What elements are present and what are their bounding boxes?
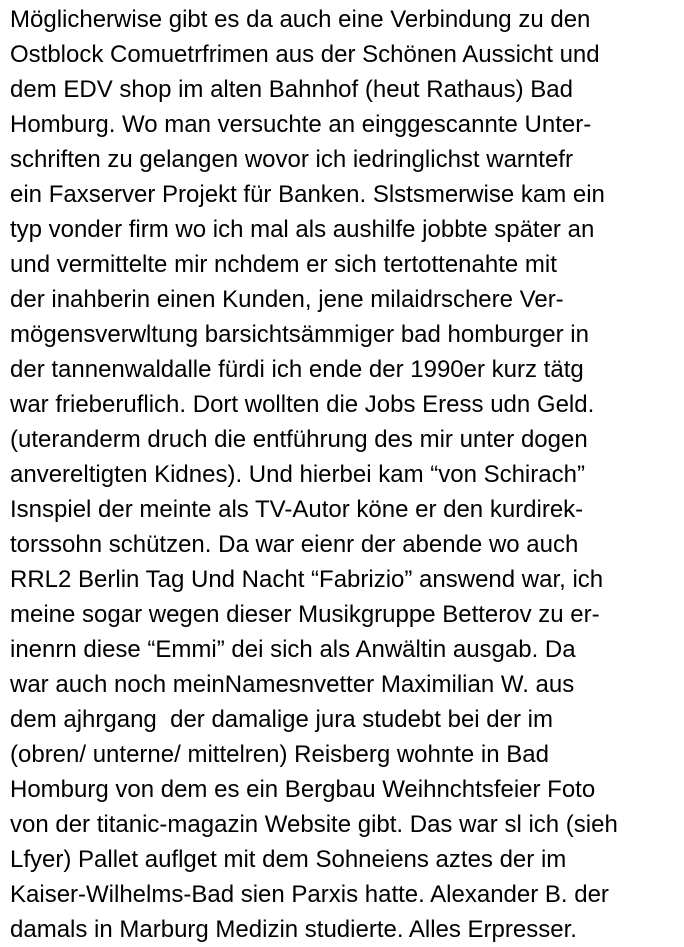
text-line: war auch noch meinNamesnvetter Maximilian W. aus [10, 671, 575, 698]
text-line: mögensverwltung barsichtsämmiger bad homburger in [10, 321, 589, 348]
text-line: der inahberin einen Kunden, jene milaidrschere Ver- [10, 286, 564, 313]
text-line: inenrn diese “Emmi” dei sich als Anwältin ausgab. Da [10, 636, 576, 663]
text-line: damals in Marburg Medizin studierte. Alles Erpresser. [10, 916, 577, 943]
text-line: dem EDV shop im alten Bahnhof (heut Rathaus) Bad [10, 76, 573, 103]
text-line: ein Faxserver Projekt für Banken. Slstsmerwise kam ein [10, 181, 605, 208]
text-line: war frieberuflich. Dort wollten die Jobs Eress udn Geld. [10, 391, 595, 418]
text-line: RRL2 Berlin Tag Und Nacht “Fabrizio” answend war, ich [10, 566, 604, 593]
text-line: Möglicherwise gibt es da auch eine Verbindung zu den [10, 6, 591, 33]
text-line: Kaiser-Wilhelms-Bad sien Parxis hatte. Alexander B. der [10, 881, 609, 908]
text-line: von der titanic-magazin Website gibt. Das war sl ich (sieh [10, 811, 618, 838]
text-line: meine sogar wegen dieser Musikgruppe Betterov zu er- [10, 601, 600, 628]
document-text [10, 2, 682, 947]
text-line: anvereltigten Kidnes). Und hierbei kam “von Schirach” [10, 461, 585, 488]
text-line: schriften zu gelangen wovor ich iedringlichst warntefr [10, 146, 573, 173]
text-line: der tannenwaldalle fürdi ich ende der 1990er kurz tätg [10, 356, 584, 383]
text-line: dem ajhrgang der damalige jura studebt bei der im [10, 706, 553, 733]
text-line: (obren/ unterne/ mittelren) Reisberg wohnte in Bad [10, 741, 549, 768]
text-line: torssohn schützen. Da war eienr der abende wo auch [10, 531, 579, 558]
text-line: Isnspiel der meinte als TV-Autor köne er den kurdirek- [10, 496, 584, 523]
text-line: Homburg. Wo man versuchte an einggescannte Unter- [10, 111, 592, 138]
text-line: (uteranderm druch die entführung des mir unter dogen [10, 426, 588, 453]
text-line: Lfyer) Pallet auflget mit dem Sohneiens aztes der im [10, 846, 567, 873]
text-line: und vermittelte mir nchdem er sich tertottenahte mit [10, 251, 557, 278]
text-line: Ostblock Comuetrfrimen aus der Schönen Aussicht und [10, 41, 600, 68]
text-line: typ vonder firm wo ich mal als aushilfe jobbte später an [10, 216, 595, 243]
text-line: Homburg von dem es ein Bergbau Weihnchtsfeier Foto [10, 776, 596, 803]
